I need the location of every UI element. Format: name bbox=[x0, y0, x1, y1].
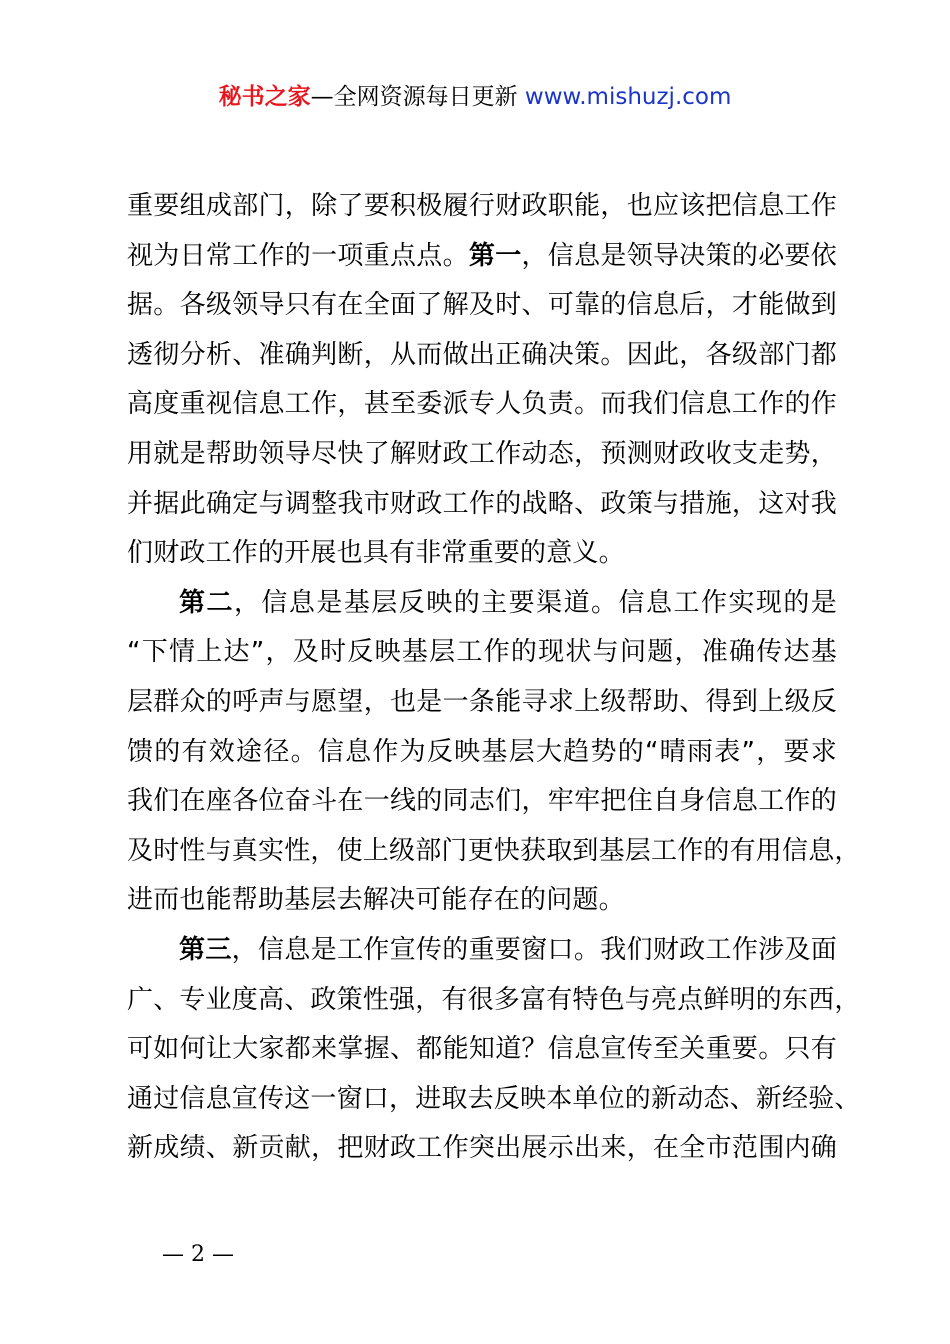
text-line: 及时性与真实性，使上级部门更快获取到基层工作的有用信息， bbox=[127, 835, 861, 866]
banner-tagline: —全网资源每日更新 bbox=[310, 84, 518, 110]
text-line: 进而也能帮助基层去解决可能存在的问题。 bbox=[127, 885, 625, 916]
site-banner bbox=[0, 80, 950, 114]
bold-ordinal: 第三 bbox=[179, 934, 232, 965]
text-line: 并据此确定与调整我市财政工作的战略、政策与措施，这对我 bbox=[127, 488, 837, 519]
text-segment: 视为日常工作的一项重点点。 bbox=[127, 240, 469, 271]
text-line: “下情上达”，及时反映基层工作的现状与问题，准确传达基 bbox=[127, 637, 837, 668]
text-segment: ，信息是基层反映的主要渠道。信息工作实现的是 bbox=[233, 587, 838, 618]
text-segment: ，信息是工作宣传的重要窗口。我们财政工作涉及面 bbox=[231, 934, 837, 965]
text-line bbox=[127, 579, 837, 629]
text-line: 我们在座各位奋斗在一线的同志们，牢牢把住自身信息工作的 bbox=[127, 786, 837, 817]
text-line: 新成绩、新贡献，把财政工作突出展示出来，在全市范围内确 bbox=[127, 1133, 837, 1164]
text-line: 馈的有效途径。信息作为反映基层大趋势的“晴雨表”，要求 bbox=[127, 736, 837, 767]
bold-ordinal: 第一 bbox=[468, 240, 522, 271]
document-body bbox=[127, 182, 861, 1174]
text-line: 通过信息宣传这一窗口，进取去反映本单位的新动态、新经验、 bbox=[127, 1083, 861, 1114]
page-number: — 2 — bbox=[162, 1242, 234, 1267]
text-line: 们财政工作的开展也具有非常重要的意义。 bbox=[127, 538, 625, 569]
brand-name: 秘书之家 bbox=[218, 84, 311, 110]
text-line: 可如何让大家都来掌握、都能知道？信息宣传至关重要。只有 bbox=[127, 1034, 837, 1065]
text-line: 高度重视信息工作，甚至委派专人负责。而我们信息工作的作 bbox=[127, 389, 837, 420]
text-line: 层群众的呼声与愿望，也是一条能寻求上级帮助、得到上级反 bbox=[127, 686, 837, 717]
text-line: 广、专业度高、政策性强，有很多富有特色与亮点鲜明的东西， bbox=[127, 984, 861, 1015]
text-line: 用就是帮助领导尽快了解财政工作动态，预测财政收支走势， bbox=[127, 438, 837, 469]
text-line bbox=[127, 232, 837, 282]
text-line bbox=[127, 926, 837, 976]
text-line: 据。各级领导只有在全面了解及时、可靠的信息后，才能做到 bbox=[127, 290, 837, 321]
text-line: 重要组成部门，除了要积极履行财政职能，也应该把信息工作 bbox=[127, 191, 837, 221]
bold-ordinal: 第二 bbox=[179, 587, 234, 618]
site-url-link[interactable]: www.mishuzj.com bbox=[524, 84, 732, 110]
text-line: 透彻分析、准确判断，从而做出正确决策。因此，各级部门都 bbox=[127, 339, 837, 370]
text-segment: ，信息是领导决策的必要依 bbox=[521, 240, 837, 271]
